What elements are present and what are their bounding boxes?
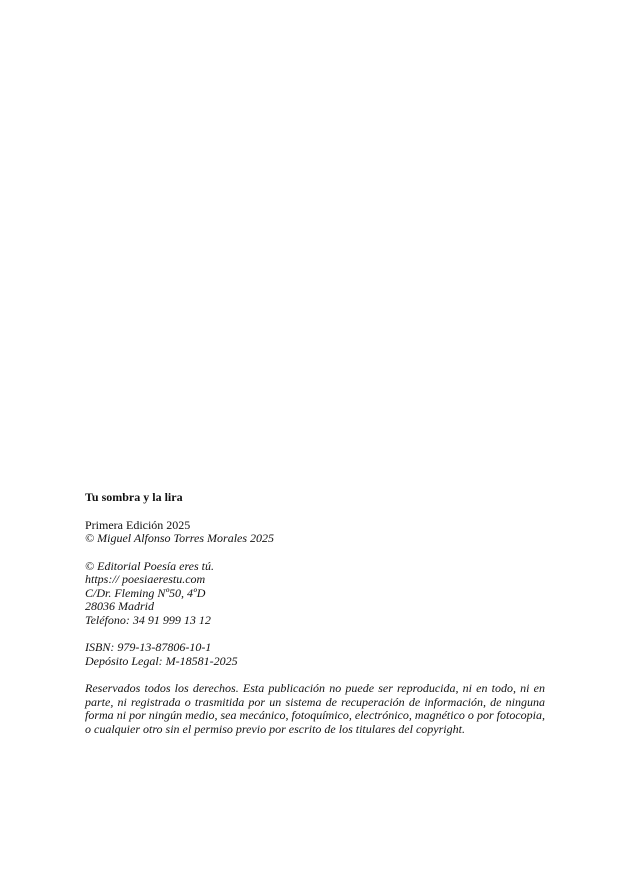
book-title: Tu sombra y la lira — [85, 490, 183, 504]
publisher-name: © Editorial Poesía eres tú. — [85, 558, 214, 573]
rights-notice: Reservados todos los derechos. Esta publicación no puede ser reproducida, ni en todo, ni en parte, ni registrada o trasmitida por un sistema de recuperación de información, de ninguna forma ni por ningún medio, sea mecánico, fotoquímico, electrónico, magnético o por fotocopia, o cualquier otro sin el permiso previo por escrito de los titulares del copyright. — [85, 681, 545, 736]
edition-block — [85, 519, 545, 546]
publisher-block — [85, 560, 545, 628]
author-copyright: © Miguel Alfonso Torres Morales 2025 — [85, 531, 275, 545]
edition-line: Primera Edición 2025 — [85, 517, 191, 532]
legal-deposit: Depósito Legal: M-18581-2025 — [85, 653, 238, 668]
identifiers-block — [85, 641, 545, 668]
publisher-website: https:// poesiaerestu.com — [85, 572, 206, 586]
isbn: ISBN: 979-13-87806-10-1 — [85, 640, 212, 654]
publisher-phone: Teléfono: 34 91 999 13 12 — [85, 612, 211, 627]
publisher-street: C/Dr. Fleming Nº50, 4ºD — [85, 585, 206, 600]
colophon-block — [85, 491, 545, 736]
publisher-city: 28036 Madrid — [85, 599, 154, 613]
